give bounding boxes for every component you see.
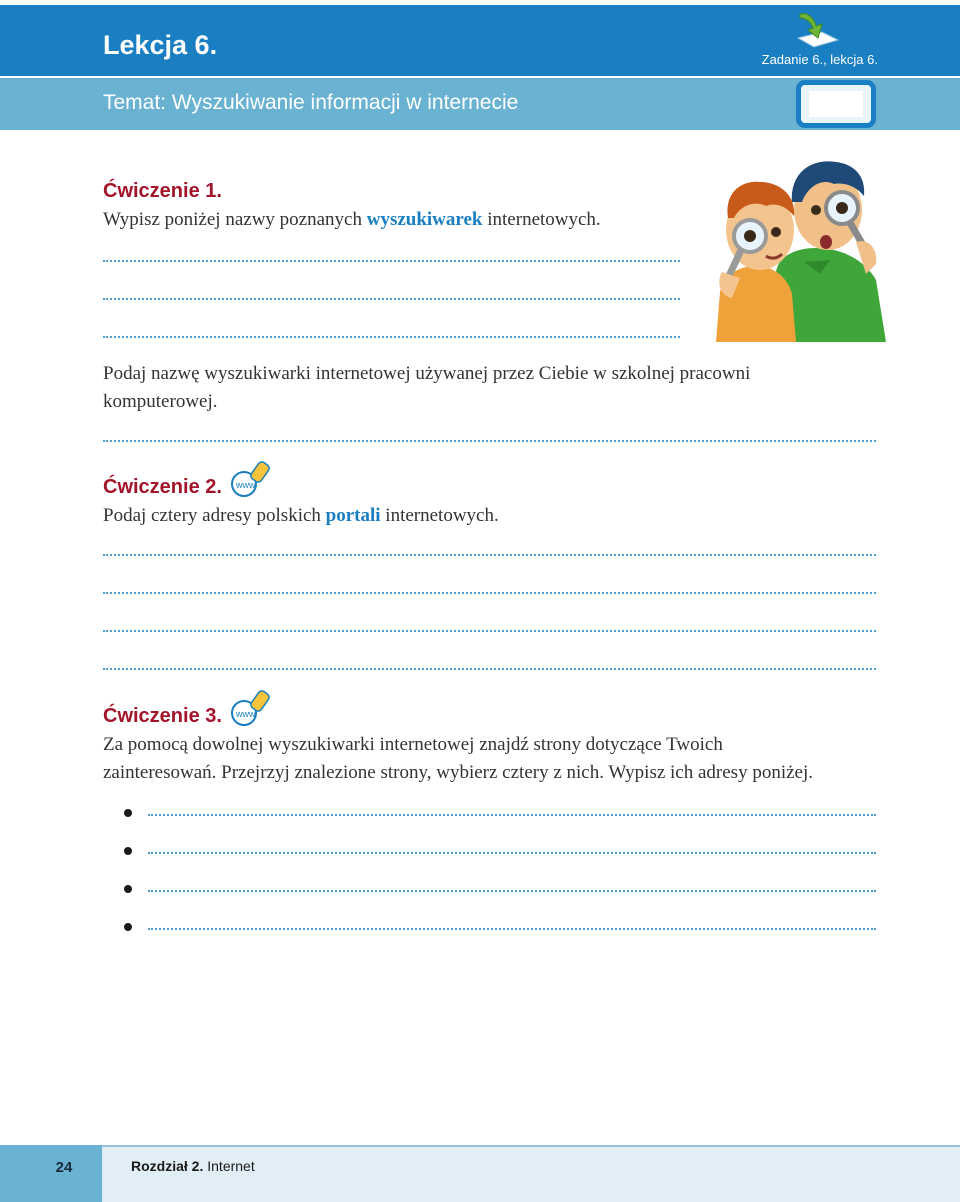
answer-line[interactable] bbox=[103, 298, 680, 300]
exercise-1-title: Ćwiczenie 1. bbox=[103, 180, 222, 202]
answer-line[interactable] bbox=[103, 668, 876, 670]
answer-line[interactable] bbox=[148, 852, 876, 854]
instruction-text: internetowych. bbox=[380, 505, 499, 526]
instruction-text: internetowych. bbox=[482, 209, 601, 230]
answer-line[interactable] bbox=[103, 336, 680, 338]
bullet-point bbox=[124, 885, 132, 893]
question-line: Podaj nazwę wyszukiwarki internetowej używanej przez Ciebie w szkolnej pracowni bbox=[103, 363, 751, 384]
exercise-1-question-2 bbox=[103, 360, 750, 416]
answer-line[interactable] bbox=[148, 814, 876, 816]
exercise-2-instruction bbox=[103, 502, 499, 530]
chapter-label bbox=[131, 1158, 255, 1174]
monitor-icon bbox=[796, 80, 876, 128]
instruction-text: Wypisz poniżej nazwy poznanych bbox=[103, 209, 367, 230]
page-number: 24 bbox=[55, 1159, 73, 1176]
question-line: komputerowej. bbox=[103, 391, 218, 412]
instruction-line: zainteresowań. Przejrzyj znalezione strony, wybierz cztery z nich. Wypisz ich adresy poniżej. bbox=[103, 762, 814, 783]
chapter-name: Internet bbox=[203, 1158, 255, 1174]
www-magnifier-icon bbox=[228, 687, 274, 727]
www-label: www bbox=[236, 480, 256, 490]
topic-title: Temat: Wyszukiwanie informacji w internecie bbox=[103, 91, 519, 114]
keyword-highlight: wyszukiwarek bbox=[366, 209, 483, 230]
answer-line[interactable] bbox=[148, 928, 876, 930]
bullet-point bbox=[124, 847, 132, 855]
answer-line[interactable] bbox=[103, 592, 876, 594]
monitor-screen bbox=[809, 91, 863, 117]
keyword-highlight: portali bbox=[325, 505, 381, 526]
lesson-title: Lekcja 6. bbox=[103, 30, 218, 60]
exercise-1-instruction bbox=[103, 206, 601, 234]
answer-line[interactable] bbox=[103, 630, 876, 632]
instruction-text: Podaj cztery adresy polskich bbox=[103, 505, 326, 526]
exercise-3-title: Ćwiczenie 3. bbox=[103, 705, 222, 727]
www-magnifier-icon bbox=[228, 458, 274, 498]
boys-magnifier-illustration bbox=[716, 152, 886, 342]
answer-line[interactable] bbox=[103, 440, 876, 442]
exercise-2-title: Ćwiczenie 2. bbox=[103, 476, 222, 498]
answer-line[interactable] bbox=[148, 890, 876, 892]
bullet-point bbox=[124, 809, 132, 817]
answer-line[interactable] bbox=[103, 554, 876, 556]
exercise-3-instruction bbox=[103, 731, 813, 787]
www-label: www bbox=[236, 709, 256, 719]
answer-line[interactable] bbox=[103, 260, 680, 262]
bullet-point bbox=[124, 923, 132, 931]
instruction-line: Za pomocą dowolnej wyszukiwarki internetowej znajdź strony dotyczące Twoich bbox=[103, 734, 723, 755]
chapter-number: Rozdział 2. bbox=[131, 1158, 204, 1174]
task-reference: Zadanie 6., lekcja 6. bbox=[761, 52, 878, 67]
book-icon bbox=[792, 8, 842, 53]
